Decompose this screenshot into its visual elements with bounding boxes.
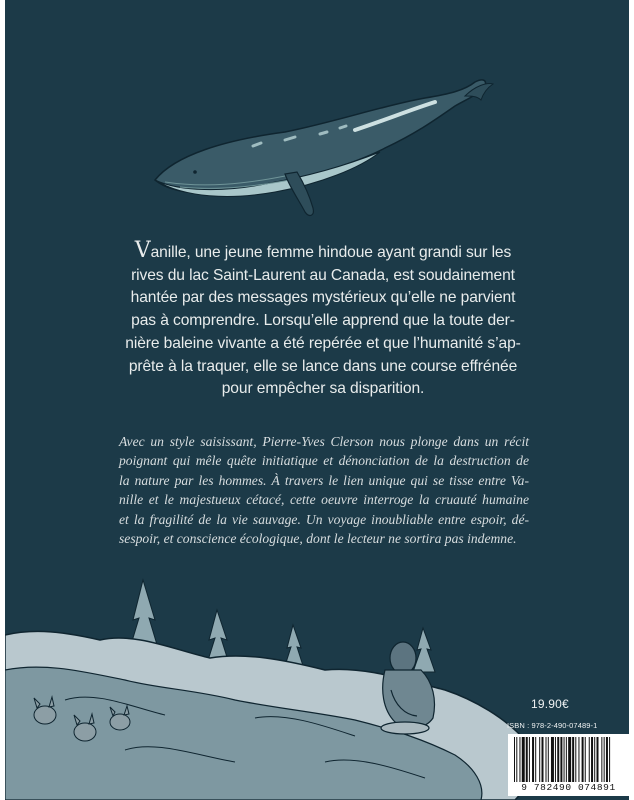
barcode-bar [568,737,571,782]
barcode-bar [514,737,515,782]
synopsis-line: nière baleine vivante a été repérée et que l’humanité s’ap- [125,334,521,352]
barcode-bar [532,737,534,782]
price-label: 19.90€ [531,697,569,711]
barcode-bar [546,737,547,782]
barcode-bar [519,737,520,782]
barcode-digits: 9 782490 074891 [521,782,616,793]
synopsis-line [117,240,529,265]
review-line: et la fragilité de la vie sauvage. Un voyage inoubliable entre espoir, dé- [119,511,529,527]
barcode-bar [539,737,540,782]
barcode-bar [548,737,549,782]
barcode-bar [551,737,554,782]
barcode-bar [572,737,574,782]
barcode-bar [591,737,593,782]
synopsis-paragraph [117,240,529,401]
isbn-label: ISBN : 978-2-490-07489-1 [507,721,598,730]
synopsis-line: pas à comprendre. Lorsqu’elle apprend que la toute der- [131,312,515,330]
synopsis-line: hantée par des messages mystérieux qu’elle ne parvient [130,289,516,307]
barcode-bar [604,737,605,782]
barcode-bar [564,737,565,782]
review-line: la nature par les hommes. À travers le lien unique qui se tisse entre Va- [119,472,529,488]
synopsis-line-text: anille, une jeune femme hindoue ayant grandi sur les [150,244,512,261]
barcode-bar [526,737,528,782]
synopsis-line: rives du lac Saint-Laurent au Canada, est soudainement [131,266,515,284]
barcode-bar [594,737,595,782]
whale-illustration [135,60,495,220]
barcode-bar [601,737,602,782]
barcode-bars [512,737,625,782]
review-line: sespoir, et conscience écologique, dont le lecteur ne sortira pas indemne. [119,531,517,547]
review-line: poignant qui mêle quête initiatique et dénonciation de la destruction de [119,453,529,469]
synopsis-line: pour empêcher sa disparition. [221,380,425,398]
barcode-bar [578,737,579,782]
barcode-bar [582,737,584,782]
barcode [508,734,629,796]
review-line: Avec un style saisissant, Pierre-Yves Clerson nous plonge dans un récit [119,434,529,449]
barcode-bar [529,737,530,782]
barcode-bar [542,737,544,782]
barcode-bar [609,737,610,782]
barcode-bar [522,737,525,782]
barcode-bar [575,737,576,782]
barcode-bar [606,737,608,782]
barcode-bar [555,737,556,782]
barcode-bar [560,737,562,782]
review-line: nille et le majestueux cétacé, cette oeuvre interroge la cruauté humaine [119,492,529,508]
barcode-bar [516,737,517,782]
barcode-bar [535,737,536,782]
barcode-bar [566,737,567,782]
synopsis-line: prête à la traquer, elle se lance dans une course effrénée [128,357,518,375]
back-cover [5,0,629,800]
dropcap-letter: V [134,238,151,263]
barcode-bar [585,737,586,782]
barcode-bar [557,737,559,782]
review-paragraph [119,432,529,548]
barcode-bar [589,737,590,782]
barcode-bar [597,737,599,782]
